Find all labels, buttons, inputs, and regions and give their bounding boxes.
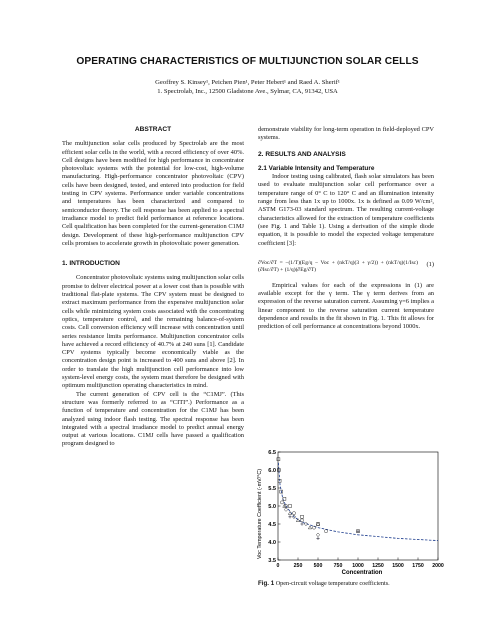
caption-text: Open-circuit voltage temperature coefficients. (275, 580, 390, 587)
data-point-circle (280, 501, 283, 504)
chart-y-axis-label: Voc Temperature Coefficient (-mV/°C) (257, 468, 263, 560)
voc-temperature-chart (254, 448, 444, 576)
subsection-paragraph: Indoor testing using calibrated, flash solar simulators has been used to evaluate multijunction solar cell performance over a temperature range of 0° C to 120° C and an illumination intensity range from less than 1x up to 1000x. 1x is defined as 0.09 W/cm², ASTM G173-03 standard spectrum. The resulting current-voltage characteristics allowed for the extraction of temperature coefficients (see Fig. 1 and Table 1). Using a derivation of the simple diode equation, it is possible to model the expected voltage temperature coefficient [3]: (258, 173, 434, 247)
equation-number: (1) (426, 260, 434, 268)
x-tick-label: 1750 (412, 563, 424, 569)
x-tick-label: 500 (313, 563, 323, 569)
data-point-circle (324, 530, 327, 533)
right-top-paragraph: demonstrate viability for long-term operation in field-deployed CPV systems. (258, 126, 434, 142)
introduction-heading: 1. INTRODUCTION (62, 260, 120, 268)
data-point-plus (356, 530, 359, 533)
after-equation-paragraph: Empirical values for each of the expressions in (1) are available except for the γ term. The γ term derives from an expression of the reverse saturation current. Assuming γ=6 implies a linear component to the reverse saturation current temperature dependence and results in the fit shown in Fig. 1. This fit allows for prediction of cell performance at concentrations beyond 1000x. (258, 281, 434, 331)
x-tick-label: 0 (276, 563, 280, 569)
y-tick-label: 3.5 (268, 558, 276, 564)
equation-text: ∂Voc/∂T = −(1/T)(Eg/q − Voc + (nkT/q)(3 + γ/2)) + (nkT/q)(1/Isc)(∂Isc/∂T) + (1/q)(∂Eg/∂T) (258, 259, 418, 273)
author-block (0, 78, 495, 96)
y-tick-label: 6.0 (268, 468, 276, 474)
results-heading: 2. RESULTS AND ANALYSIS (258, 150, 346, 158)
equation-1 (258, 252, 434, 278)
left-column (62, 126, 244, 449)
subsection-heading: 2.1 Variable Intensity and Temperature (258, 164, 375, 172)
abstract-heading: ABSTRACT (134, 126, 172, 133)
x-tick-label: 2000 (432, 563, 444, 569)
intro-paragraph-2: The current generation of CPV cell is the “C1MJ”. (This structure was formerly referred to as “CITI”.) Performance as a function of temperature and concentration for the C1MJ has been analyzed using indoor flash testing. The spectral response has been integrated with a spectral irradiance model to predict annual energy output at various locations. C1MJ cells have passed a qualification program designed to (62, 390, 244, 448)
y-tick-label: 4.0 (268, 540, 276, 546)
authors-line: Geoffrey S. Kinsey¹, Peichen Pien¹, Peter Hebert¹ and Raed A. Sherif¹ (155, 79, 340, 86)
y-tick-label: 4.5 (268, 522, 276, 528)
y-tick-label: 5.0 (268, 504, 276, 510)
data-point-triangle (308, 526, 311, 529)
x-tick-label: 750 (333, 563, 343, 569)
data-point-square (289, 505, 292, 508)
data-point-diamond (284, 508, 288, 512)
x-tick-label: 1500 (392, 563, 404, 569)
data-point-plus (316, 537, 319, 540)
fit-curve (278, 463, 438, 541)
y-tick-label: 6.5 (268, 450, 276, 456)
abstract-text: The multijunction solar cells produced by Spectrolab are the most efficient solar cells in the world, with a record efficiency of over 40%. Cell designs have been modified for high performance in concentrator photovoltaic systems with the potential for low-cost, high-volume manufacturing. High-performance concentrator photovoltaic (CPV) cells have been designed, tested, and entered into production for field testing in CPV systems. Performance under variable concentrations and temperatures has been characterized and compared to semiconductor theory. The cell response has been applied to a spectral irradiance model to predict field performance at reference locations. Cell qualification has been completed for the current-generation C1MJ design. Development of these high-performance multijunction CPV cells promises to accelerate growth in photovoltaic power generation. (62, 140, 244, 247)
data-point-diamond (316, 533, 320, 537)
right-column (258, 126, 434, 332)
affiliation-line: 1. Spectrolab, Inc., 12500 Gladstone Ave., Sylmar, CA, 91342, USA (157, 88, 338, 95)
paper-title: OPERATING CHARACTERISTICS OF MULTIJUNCTION SOLAR CELLS (76, 56, 419, 67)
data-point-square (277, 458, 280, 461)
data-point-square (301, 515, 304, 518)
data-point-circle (300, 519, 303, 522)
chart-x-axis-label: Concentration (341, 570, 383, 576)
x-tick-label: 250 (293, 563, 303, 569)
intro-paragraph-1: Concentrator photovoltaic systems using multijunction solar cells promise to deliver electrical power at a lower cost than is possible with traditional flat-plate systems. The CPV system must be designed to extract maximum performance from the expensive multijunction solar cells while minimizing system costs associated with the concentrating optics, temperature control, and the remaining balance-of-system costs. Cell conversion efficiency will increase with concentration until series resistance limits performance. Multijunction concentrator cells have achieved a record efficiency of 40.7% at 240 suns [1]. Candidate CPV systems typically become economically viable as the concentration design point is increased to 400 suns and above [2]. In order to translate the high multijunction cell performance into low system-level energy costs, the system must therefore be designed with optimum multijunction operating characteristics in mind. (62, 274, 244, 390)
caption-label: Fig. 1 (258, 580, 275, 587)
figure-caption (258, 580, 438, 587)
x-tick-label: 1000 (352, 563, 364, 569)
data-point-plus (288, 515, 291, 518)
plot-area-frame (278, 452, 438, 560)
y-tick-label: 5.5 (268, 486, 276, 492)
x-tick-label: 1250 (372, 563, 384, 569)
data-point-circle (292, 512, 295, 515)
